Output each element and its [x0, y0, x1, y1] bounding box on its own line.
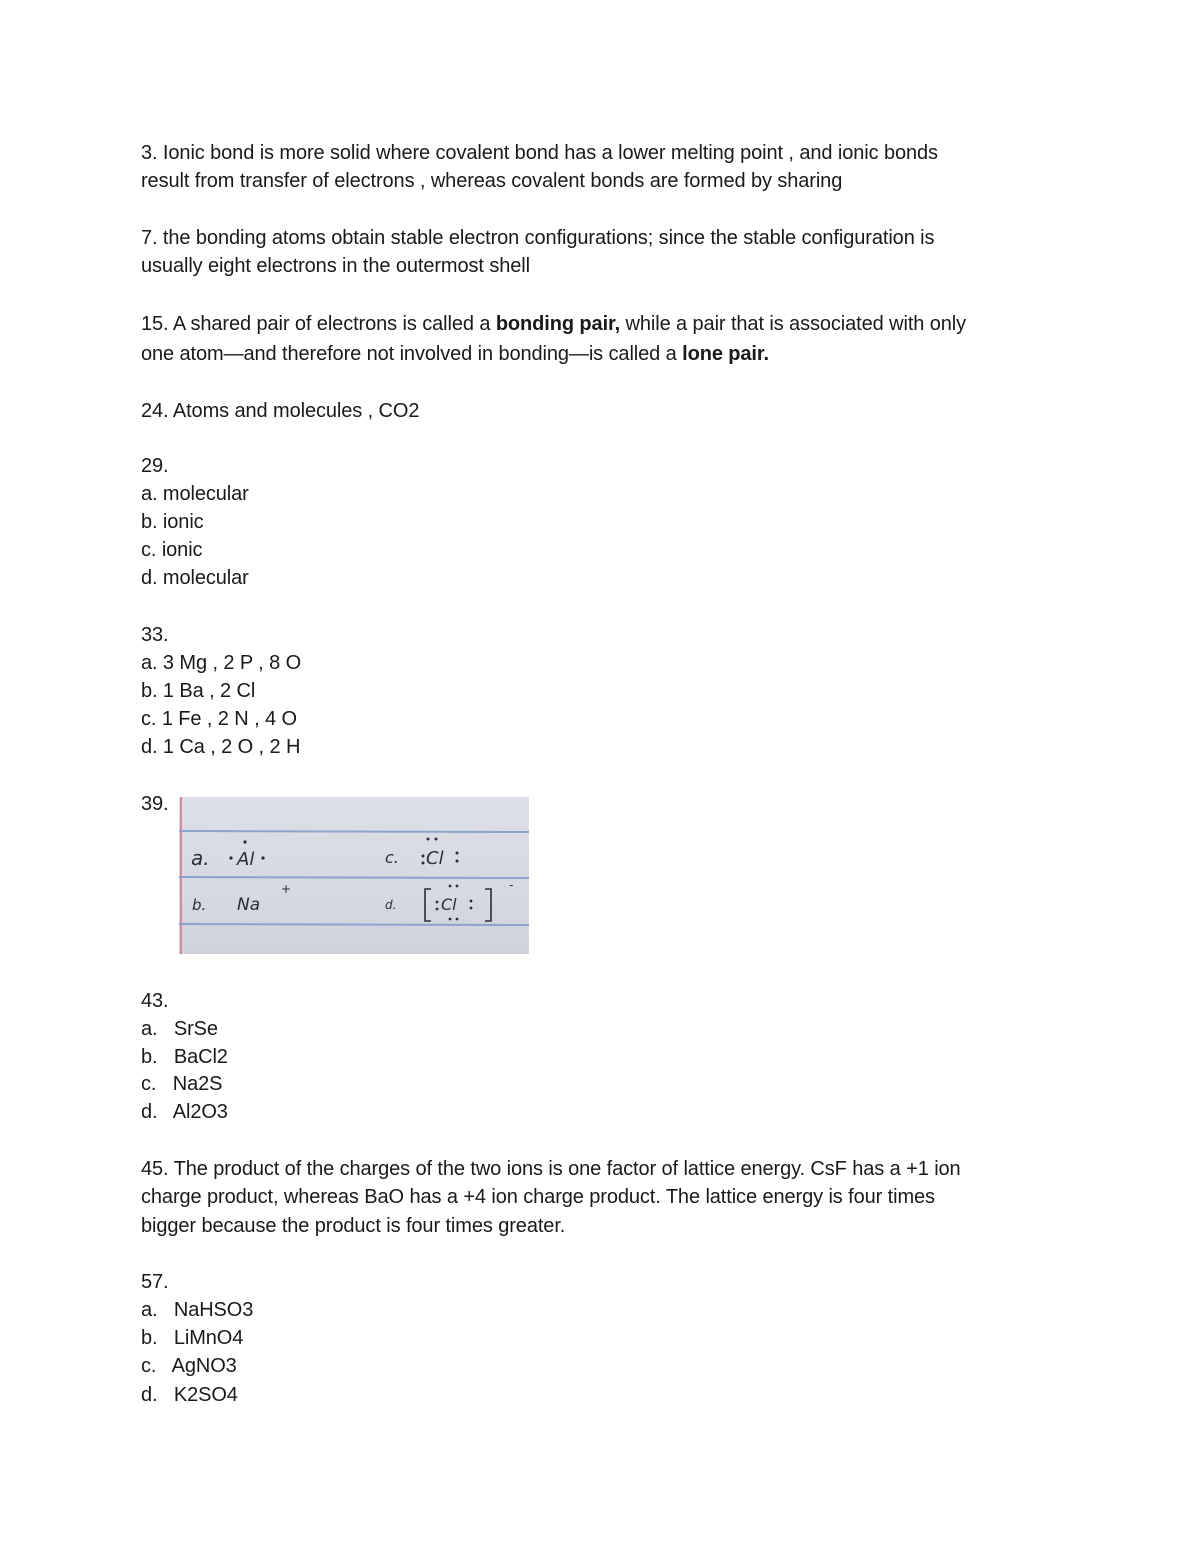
electron-dot — [449, 885, 452, 888]
q57-item-c: c. AgNO3 — [141, 1355, 237, 1377]
q7-line-1: 7. the bonding atoms obtain stable electron configurations; since the stable configuration is — [141, 227, 935, 249]
photo-symbol-cl-ion: Cl — [441, 895, 457, 914]
electron-dot — [470, 907, 473, 910]
q29-item-c: c. ionic — [141, 539, 203, 561]
lewis-dot-photo — [179, 797, 529, 954]
q33-item-c: c. 1 Fe , 2 N , 4 O — [141, 708, 297, 730]
q43-item-a: a. SrSe — [141, 1018, 218, 1040]
q33-item-a: a. 3 Mg , 2 P , 8 O — [141, 652, 302, 674]
q29-item-a: a. molecular — [141, 483, 249, 505]
electron-dot — [435, 838, 438, 841]
ruled-line — [179, 924, 529, 925]
q33-heading: 33. — [141, 624, 169, 646]
photo-symbol-cl: Cl — [426, 848, 444, 869]
electron-dot — [243, 840, 246, 843]
lewis-dot-drawing — [179, 797, 529, 954]
electron-dot — [436, 908, 439, 911]
bracket-right — [485, 889, 491, 921]
electron-dot — [427, 838, 430, 841]
q7-line-2: usually eight electrons in the outermost shell — [141, 255, 530, 277]
q15-text-pre: 15. A shared pair of electrons is called a — [141, 313, 496, 335]
q15-text-mid: while a pair that is associated with only — [620, 313, 967, 335]
photo-label-b: b. — [192, 896, 207, 914]
q39-heading: 39. — [141, 793, 169, 815]
q29-item-b: b. ionic — [141, 511, 204, 533]
q3-line-2: result from transfer of electrons , whereas covalent bonds are formed by sharing — [141, 170, 843, 192]
q15-line-2 — [141, 340, 769, 368]
q43-item-d: d. Al2O3 — [141, 1101, 228, 1123]
photo-symbol-na: Na — [237, 895, 261, 915]
electron-dot — [422, 862, 425, 865]
q33-item-b: b. 1 Ba , 2 Cl — [141, 680, 256, 702]
q15-bold-bonding-pair: bonding pair, — [495, 313, 621, 335]
ruled-line — [179, 831, 529, 832]
electron-dot — [470, 900, 473, 903]
q43-item-b: b. BaCl2 — [141, 1046, 228, 1068]
q29-heading: 29. — [141, 455, 169, 477]
q43-heading: 43. — [141, 990, 169, 1012]
electron-dot — [456, 918, 459, 921]
q15-bold-lone-pair: lone pair. — [682, 343, 769, 365]
q57-item-d: d. K2SO4 — [141, 1384, 238, 1406]
electron-dot — [456, 885, 459, 888]
photo-label-c: c. — [385, 848, 399, 867]
electron-dot — [229, 856, 232, 859]
q57-item-b: b. LiMnO4 — [141, 1327, 244, 1349]
electron-dot — [422, 855, 425, 858]
q57-heading: 57. — [141, 1271, 169, 1293]
photo-charge-minus: - — [509, 878, 514, 892]
electron-dot — [456, 852, 459, 855]
q57-item-a: a. NaHSO3 — [141, 1299, 254, 1321]
photo-label-a: a. — [191, 846, 210, 870]
q15-text-line2: one atom—and therefore not involved in bonding—is called a — [141, 343, 683, 365]
electron-dot — [436, 901, 439, 904]
electron-dot — [449, 918, 452, 921]
photo-label-d: d. — [385, 898, 397, 912]
q15-line-1 — [141, 310, 966, 338]
photo-symbol-al: Al — [237, 849, 255, 870]
q29-item-d: d. molecular — [141, 567, 249, 589]
q45-line-2: charge product, whereas BaO has a +4 ion charge product. The lattice energy is four times — [141, 1186, 935, 1208]
photo-charge-plus: + — [281, 882, 292, 896]
q43-item-c: c. Na2S — [141, 1073, 223, 1095]
q33-item-d: d. 1 Ca , 2 O , 2 H — [141, 736, 301, 758]
q3-line-1: 3. Ionic bond is more solid where covalent bond has a lower melting point , and ionic bonds — [141, 142, 938, 164]
electron-dot — [456, 860, 459, 863]
bracket-left — [425, 889, 431, 921]
ruled-line — [179, 877, 529, 878]
q45-line-3: bigger because the product is four times greater. — [141, 1215, 566, 1237]
q24-line: 24. Atoms and molecules , CO2 — [141, 400, 420, 422]
q45-line-1: 45. The product of the charges of the two ions is one factor of lattice energy. CsF has a +1 ion — [141, 1158, 961, 1180]
electron-dot — [261, 856, 264, 859]
